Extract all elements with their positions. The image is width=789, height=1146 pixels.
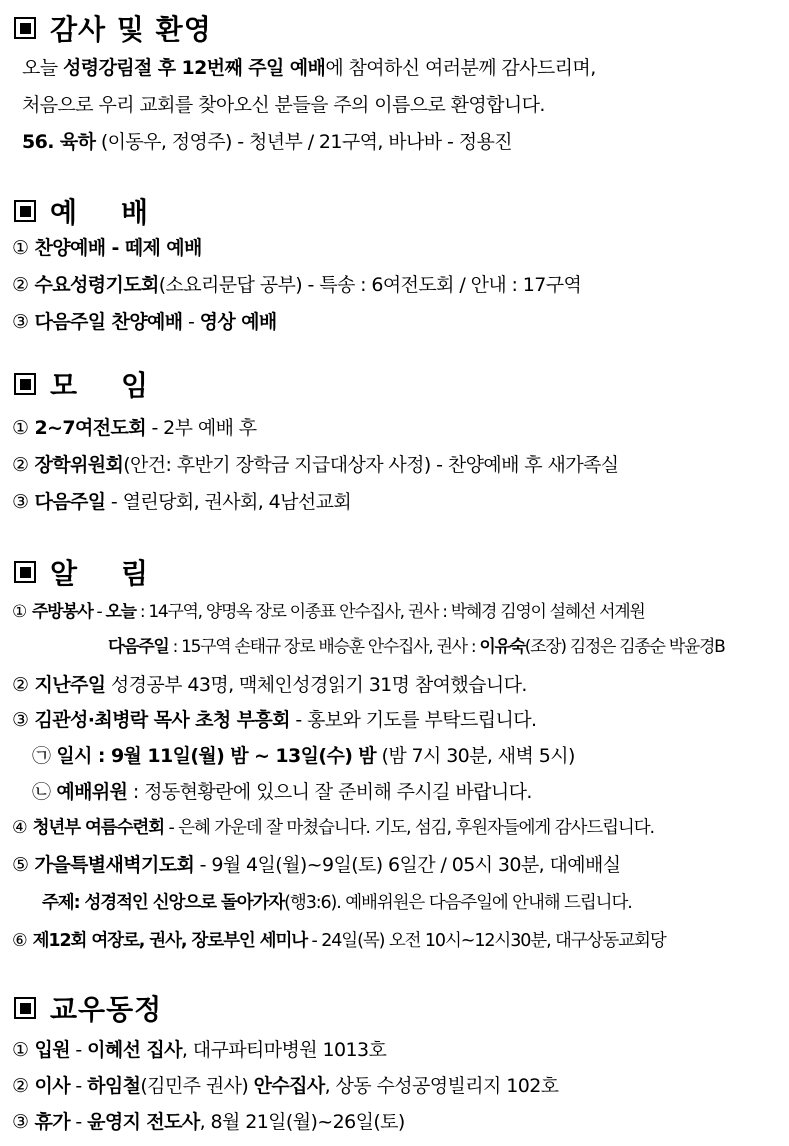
item-title: 주방봉사 xyxy=(31,602,93,622)
item-title: 가을특별새벽기도회 xyxy=(34,854,195,876)
notice-item xyxy=(12,849,781,881)
item-number: ② xyxy=(12,674,29,696)
notice-subitem xyxy=(32,740,781,772)
family-label: 56. 육하 xyxy=(22,131,96,153)
item-title: 장학위원회 xyxy=(34,454,124,476)
meeting-item xyxy=(12,412,781,444)
section-title: 감사 및 환영 xyxy=(50,13,212,46)
item-text: - xyxy=(182,311,200,333)
welcome-line-2 xyxy=(22,89,781,121)
item-title: 주제: 성경적인 신앙으로 돌아가자 xyxy=(42,893,285,913)
item-title: 김관성·최병락 목사 초청 부흥회 xyxy=(34,709,290,731)
item-text: : 정동현황란에 있으니 잘 준비해 주시길 바랍니다. xyxy=(127,781,532,803)
person-title: 안수집사 xyxy=(253,1075,325,1097)
item-title: 입원 xyxy=(34,1039,70,1061)
item-number: ① xyxy=(12,602,26,622)
section-title: 알 림 xyxy=(50,557,150,590)
item-text: - 열린당회, 권사회, 4남선교회 xyxy=(105,491,352,513)
item-text: - 9월 4일(월)~9일(토) 6일간 / 05시 30분, 대예배실 xyxy=(194,854,621,876)
text: 처음으로 우리 교회를 찾아오신 분들을 주의 이름으로 환영합니다. xyxy=(22,94,545,116)
welcome-line-3 xyxy=(22,126,781,158)
item-text: (안건: 후반기 장학금 지급대상자 사정) - 찬양예배 후 새가족실 xyxy=(123,454,619,476)
text: 오늘 xyxy=(22,57,63,79)
text: (이동우, 정영주) - 청년부 / 21구역, 바나바 - 정용진 xyxy=(95,131,512,153)
item-title: 일시 : 9월 11일(월) 밤 ~ 13일(수) 밤 xyxy=(56,745,377,767)
item-number: ③ xyxy=(12,709,29,731)
item-text: - xyxy=(92,602,106,622)
notice-item-continuation xyxy=(108,631,789,663)
item-title: 영상 예배 xyxy=(199,311,277,333)
item-number: ④ xyxy=(12,818,27,838)
item-title: 다음주일 찬양예배 xyxy=(34,311,183,333)
item-text: (김민주 권사) xyxy=(140,1075,254,1097)
item-title: 예배위원 xyxy=(56,781,128,803)
item-number: ③ xyxy=(12,1111,29,1133)
item-number: ③ xyxy=(12,491,29,513)
notice-item xyxy=(12,596,781,628)
notice-item xyxy=(12,812,789,844)
item-title: 다음주일 xyxy=(108,637,169,657)
item-title: 휴가 xyxy=(34,1111,70,1133)
member-item xyxy=(12,1034,781,1066)
section-title: 교우동정 xyxy=(50,993,163,1026)
section-welcome-header xyxy=(14,10,212,46)
item-text: , 8월 21일(월)~26일(토) xyxy=(199,1111,405,1133)
item-text: - xyxy=(69,1075,88,1097)
sub-number: ㉠ xyxy=(32,745,51,767)
person-name: 이혜선 집사 xyxy=(87,1039,182,1061)
sub-number: ㉡ xyxy=(32,781,51,803)
item-title: 이유숙 xyxy=(479,637,525,657)
item-text: - 홍보와 기도를 부탁드립니다. xyxy=(289,709,537,731)
item-text: (소요리문답 공부) - 특송 : 6여전도회 / 안내 : 17구역 xyxy=(158,274,582,296)
section-title: 모 임 xyxy=(50,369,150,402)
item-title: 이사 xyxy=(34,1075,70,1097)
welcome-line-1 xyxy=(22,52,781,84)
item-text: - xyxy=(69,1039,88,1061)
item-text: - 24일(목) 오전 10시~12시30분, 대구상동교회당 xyxy=(307,931,666,951)
item-title: 2~7여전도회 xyxy=(34,417,147,439)
item-text: (행3:6). 예배위원은 다음주일에 안내해 드립니다. xyxy=(284,893,632,913)
worship-item xyxy=(12,232,781,264)
item-text: (조장) 김정은 김종순 박윤경B xyxy=(524,637,725,657)
item-title: 제12회 여장로, 권사, 장로부인 세미나 xyxy=(32,931,308,951)
person-name: 하임철 xyxy=(87,1075,141,1097)
square-bullet-icon xyxy=(14,373,36,395)
notice-item xyxy=(12,704,781,736)
item-text: , 대구파티마병원 1013호 xyxy=(181,1039,387,1061)
item-number: ⑥ xyxy=(12,931,27,951)
item-text: : 14구역, 양명옥 장로 이종표 안수집사, 권사 : 박혜경 김영이 설혜선 서계원 xyxy=(135,602,645,622)
item-text: , 상동 수성공영빌리지 102호 xyxy=(324,1075,559,1097)
notice-subitem xyxy=(32,776,781,808)
item-text: - 은혜 가운데 잘 마쳤습니다. 기도, 섬김, 후원자들에게 감사드립니다. xyxy=(164,818,654,838)
square-bullet-icon xyxy=(14,17,36,39)
worship-item xyxy=(12,306,781,338)
item-text: - xyxy=(69,1111,88,1133)
notice-item xyxy=(12,925,789,957)
member-item xyxy=(12,1070,781,1102)
notice-item-continuation xyxy=(42,887,781,919)
item-text: (밤 7시 30분, 새벽 5시) xyxy=(376,745,575,767)
section-worship-header xyxy=(14,193,149,229)
item-number: ① xyxy=(12,417,29,439)
notice-item xyxy=(12,669,781,701)
section-notices-header xyxy=(14,554,149,590)
section-members-header xyxy=(14,990,162,1026)
item-title: 청년부 여름수련회 xyxy=(32,818,165,838)
item-number: ① xyxy=(12,237,29,259)
meeting-item xyxy=(12,486,781,518)
item-text: 성경공부 43명, 맥체인성경읽기 31명 참여했습니다. xyxy=(105,674,527,696)
item-title: 찬양예배 - 떼제 예배 xyxy=(34,237,202,259)
item-number: ⑤ xyxy=(12,854,29,876)
worship-item xyxy=(12,269,781,301)
member-item xyxy=(12,1106,781,1138)
square-bullet-icon xyxy=(14,561,36,583)
text: 에 참여하신 여러분께 감사드리며, xyxy=(325,57,596,79)
square-bullet-icon xyxy=(14,997,36,1019)
item-title: 지난주일 xyxy=(34,674,106,696)
person-name: 윤영지 전도사 xyxy=(87,1111,200,1133)
item-number: ② xyxy=(12,1075,29,1097)
section-meetings-header xyxy=(14,366,149,402)
item-number: ② xyxy=(12,274,29,296)
item-number: ② xyxy=(12,454,29,476)
section-title: 예 배 xyxy=(50,196,150,229)
item-text: - 2부 예배 후 xyxy=(146,417,257,439)
item-number: ① xyxy=(12,1039,29,1061)
meeting-item xyxy=(12,449,781,481)
item-title: 오늘 xyxy=(105,602,136,622)
square-bullet-icon xyxy=(14,200,36,222)
item-title: 수요성령기도회 xyxy=(34,274,159,296)
service-name: 성령강림절 후 12번째 주일 예배 xyxy=(62,57,326,79)
item-text: : 15구역 손태규 장로 배승훈 안수집사, 권사 : xyxy=(168,637,480,657)
item-number: ③ xyxy=(12,311,29,333)
item-title: 다음주일 xyxy=(34,491,106,513)
